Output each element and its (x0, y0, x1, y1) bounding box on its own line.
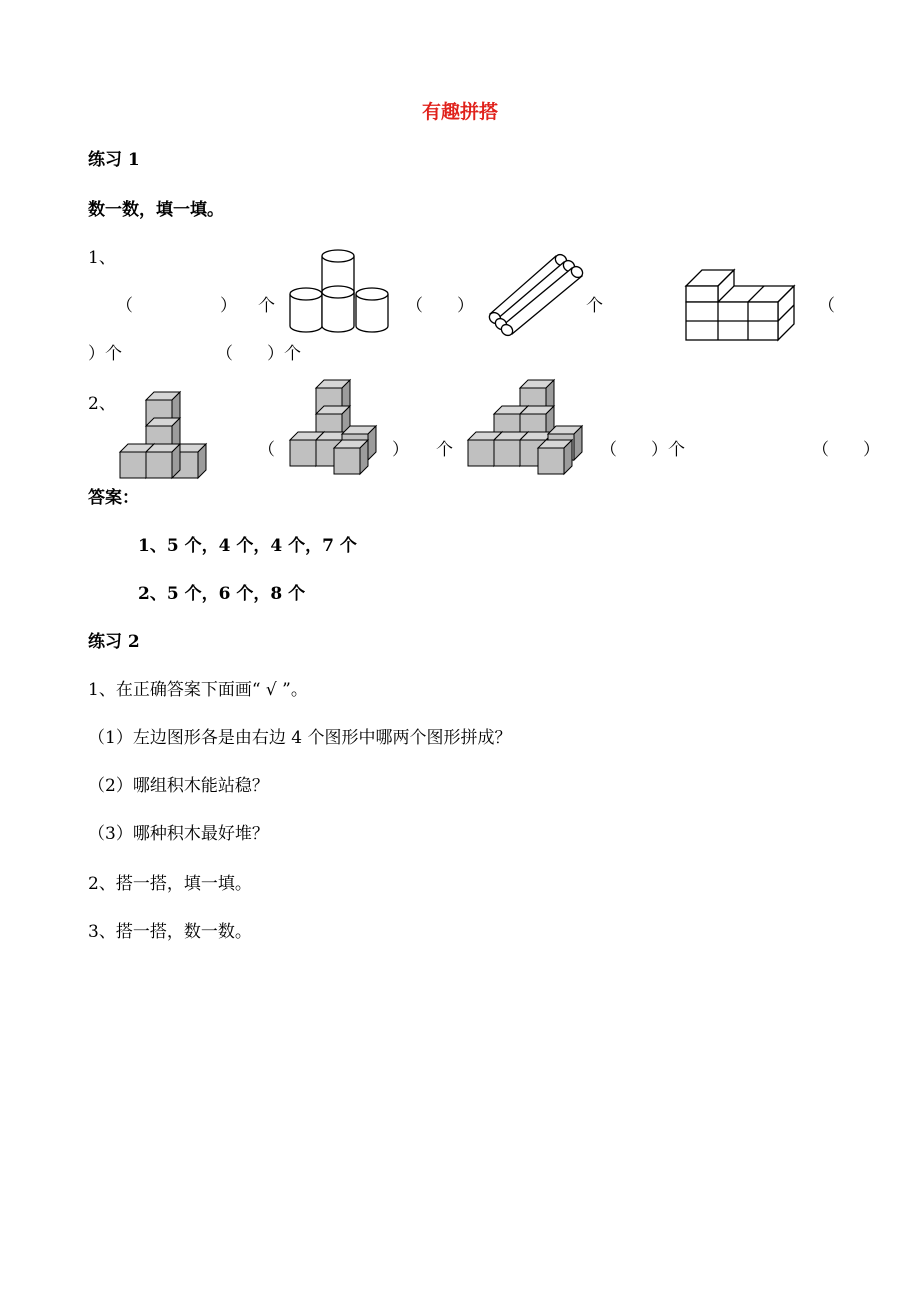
q1-number: 1、 (88, 248, 116, 268)
cube (334, 440, 368, 474)
tubes-figure (482, 252, 588, 338)
exercise2-heading: 练习 2 (88, 632, 140, 652)
brick-blocks-figure (684, 266, 796, 342)
exercise2-q1-sub2: （2）哪组积木能站稳？ (88, 776, 269, 796)
answer-label: 答案： (88, 488, 139, 508)
q1-unit1: 个 (258, 296, 275, 316)
exercise1-heading: 练习 1 (88, 150, 140, 170)
q2-unit1: 个 (436, 440, 453, 460)
exercise2-q1: 1、在正确答案下面画“ √ ”。 (88, 680, 308, 700)
q1-line2-close: ）个 (88, 344, 122, 364)
q1-blank4: （ ）个 (216, 344, 301, 364)
page-title: 有趣拼搭 (421, 101, 498, 123)
exercise2-q2: 2、搭一搭，填一填。 (88, 874, 252, 894)
cube (146, 444, 180, 478)
answer-line-2: 2、5 个，6 个，8 个 (138, 584, 306, 604)
q1-blank3-open: （ (818, 296, 835, 316)
exercise2-q1-sub3: （3）哪种积木最好堆？ (88, 824, 269, 844)
cube-stack-figure-3 (464, 378, 584, 478)
q2-blank2: （ ）个 (600, 440, 685, 460)
q2-blank1-open: （ (258, 440, 275, 460)
q1-blank1-close: ） (220, 296, 237, 316)
q2-blank3: （ ） (812, 440, 880, 460)
exercise2-q3: 3、搭一搭，数一数。 (88, 922, 252, 942)
answer-line-1: 1、5 个，4 个，4 个，7 个 (138, 536, 357, 556)
cube-stack-figure-1 (116, 390, 208, 482)
q2-blank1-close: ） (392, 440, 409, 460)
q1-blank1-open: （ (116, 296, 133, 316)
cube (538, 440, 572, 474)
exercise2-q1-sub1: （1）左边图形各是由右边 4 个图形中哪两个图形拼成？ (88, 728, 512, 748)
cube-stack-figure-2 (286, 378, 378, 478)
cylinders-figure (288, 246, 390, 334)
exercise1-instruction: 数一数，填一填。 (88, 200, 224, 220)
q1-unit2: 个 (586, 296, 603, 316)
q1-blank2: （ ） (406, 296, 474, 316)
q2-number: 2、 (88, 394, 116, 414)
